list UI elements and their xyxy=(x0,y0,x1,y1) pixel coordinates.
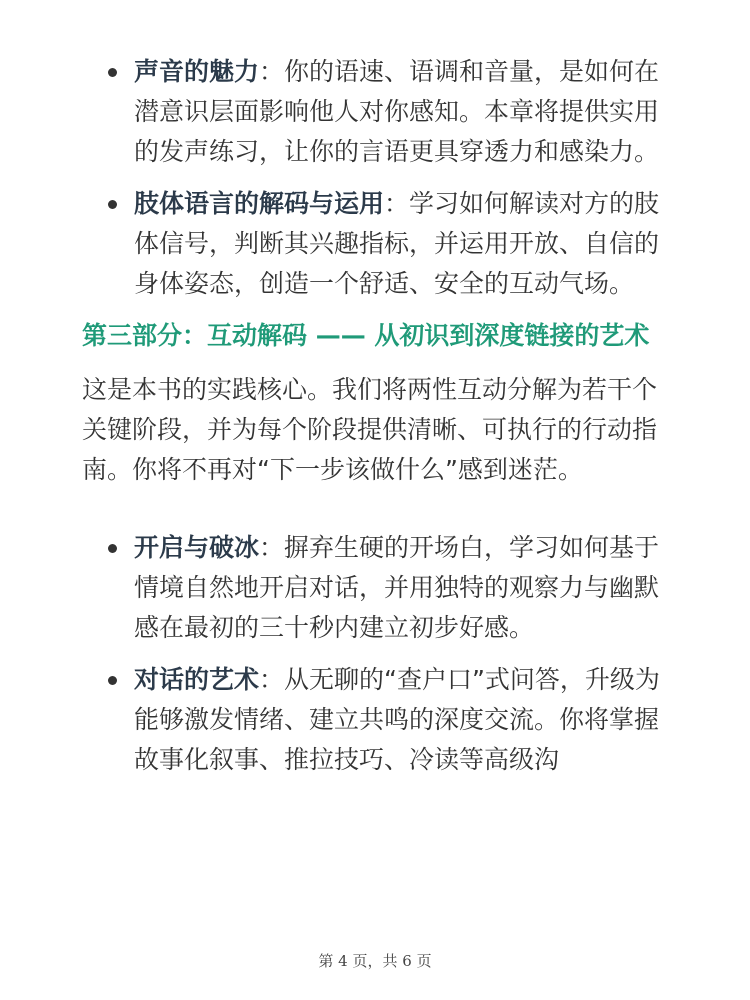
bullet-term: 声音的魅力 xyxy=(134,57,260,86)
bullet-dot-icon xyxy=(108,200,117,209)
bullet-dot-icon xyxy=(108,676,117,685)
bullet-text: ：你的语速、语调和音量，是如何在潜意识层面影响他人对你感知。本章将提供实用的发声练习，让你的言语更具穿透力和感染力。 xyxy=(134,57,660,166)
bullet-list-top xyxy=(82,52,672,304)
bullet-list-bottom xyxy=(82,528,672,780)
list-item xyxy=(134,528,672,648)
bullet-text: ：摒弃生硬的开场白，学习如何基于情境自然地开启对话，并用独特的观察力与幽默感在最初的三十秒内建立初步好感。 xyxy=(134,533,660,642)
page-content xyxy=(82,52,672,792)
bullet-text: ：学习如何解读对方的肢体信号，判断其兴趣指标，并运用开放、自信的身体姿态，创造一个舒适、安全的互动气场。 xyxy=(134,189,660,298)
list-item xyxy=(134,52,672,172)
list-item xyxy=(134,660,672,780)
bullet-dot-icon xyxy=(108,68,117,77)
bullet-dot-icon xyxy=(108,544,117,553)
section-heading: 第三部分：互动解码 —— 从初识到深度链接的艺术 xyxy=(82,321,650,350)
page-footer: 第 4 页，共 6 页 xyxy=(318,952,432,970)
bullet-term: 开启与破冰 xyxy=(134,533,260,562)
bullet-term: 肢体语言的解码与运用 xyxy=(134,189,385,218)
list-item xyxy=(134,184,672,304)
bullet-text: ：从无聊的“查户口”式问答，升级为能够激发情绪、建立共鸣的深度交流。你将掌握故事化叙事、推拉技巧、冷读等高级沟 xyxy=(134,665,660,774)
bullet-term: 对话的艺术 xyxy=(134,665,260,694)
section-paragraph: 这是本书的实践核心。我们将两性互动分解为若干个关键阶段，并为每个阶段提供清晰、可执行的行动指南。你将不再对“下一步该做什么”感到迷茫。 xyxy=(82,375,658,484)
